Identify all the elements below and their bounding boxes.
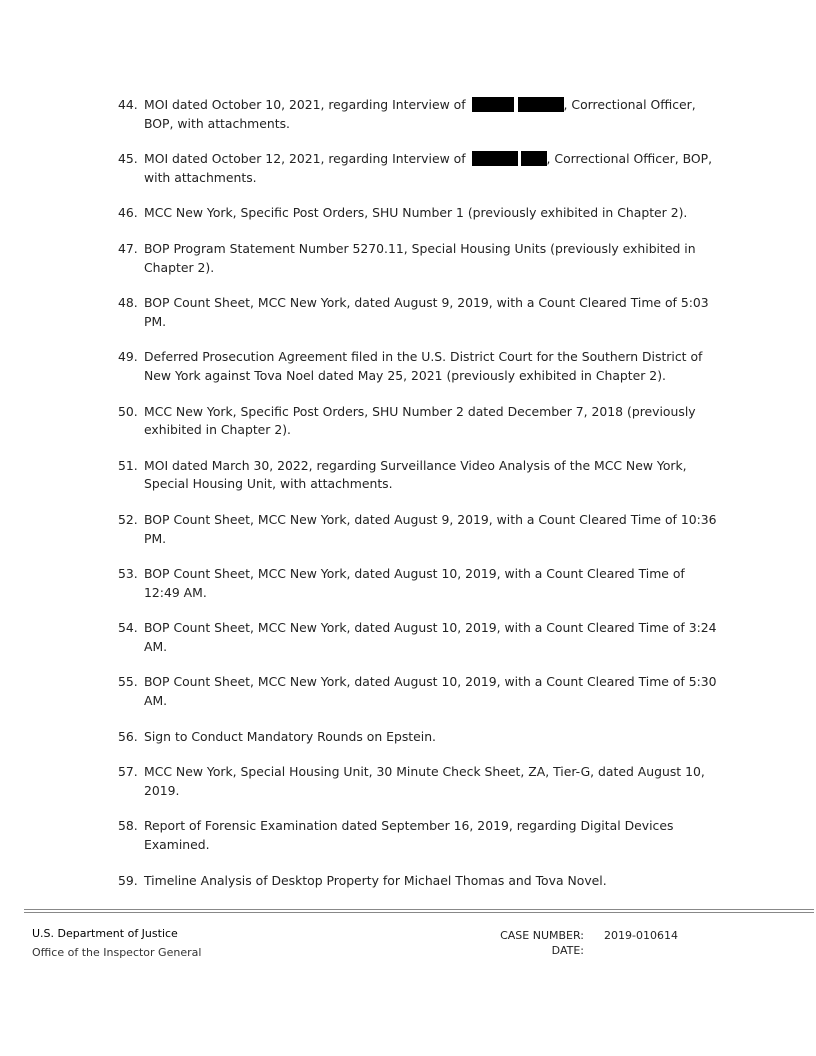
item-number: 52. [118,511,138,527]
item-number: 44. [118,97,138,112]
exhibit-item-48 [118,294,718,331]
item-text-post: , Correctional Officer, BOP, with attachments. [144,151,713,185]
redaction-block [472,151,518,166]
exhibit-item-52 [118,511,718,548]
item-number: 45. [118,151,138,167]
item-text: Report of Forensic Examination dated September 16, 2019, regarding Digital Devices Examined. [144,818,674,853]
exhibit-item-55 [118,673,718,710]
exhibit-item-49 [118,348,718,385]
date-row [490,943,678,958]
item-number: 49. [118,349,138,365]
exhibit-item-56 [118,728,718,747]
item-text-post: , Correctional Officer, BOP, with attachments. [144,97,696,131]
item-text: Timeline Analysis of Desktop Property for Michael Thomas and Tova Novel. [144,872,607,888]
item-number: 57. [118,764,138,780]
item-number: 59. [118,872,138,888]
footer-divider [24,909,814,910]
item-text: MCC New York, Special Housing Unit, 30 Minute Check Sheet, ZA, Tier-G, dated August 10, 2019. [144,764,705,798]
redaction-block [518,97,564,112]
item-text: BOP Count Sheet, MCC New York, dated August 10, 2019, with a Count Cleared Time of 12:49 AM. [144,566,685,600]
exhibit-item-58 [118,817,718,854]
item-number: 48. [118,295,138,311]
item-text-pre: MOI dated October 12, 2021, regarding Interview of [144,151,470,167]
item-number: 56. [118,728,138,744]
item-text-pre: MOI dated October 10, 2021, regarding Interview of [144,97,470,112]
item-text: Sign to Conduct Mandatory Rounds on Epstein. [144,728,436,744]
exhibit-item-57 [118,763,718,800]
item-text: BOP Program Statement Number 5270.11, Special Housing Units (previously exhibited in Chapter 2). [144,240,696,275]
exhibit-item-54 [118,619,718,656]
item-text: MCC New York, Specific Post Orders, SHU Number 1 (previously exhibited in Chapter 2). [144,205,688,221]
case-number-row [490,928,678,943]
exhibit-item-47 [118,240,718,277]
footer-case-info [490,928,678,958]
item-text: BOP Count Sheet, MCC New York, dated August 10, 2019, with a Count Cleared Time of 3:24 AM. [144,620,717,654]
item-text: MOI dated March 30, 2022, regarding Surveillance Video Analysis of the MCC New York, Special Housing Unit, with attachments. [144,457,687,492]
department-name: U.S. Department of Justice [32,927,178,940]
exhibit-item-44 [118,96,718,133]
item-text: BOP Count Sheet, MCC New York, dated August 9, 2019, with a Count Cleared Time of 10:36 PM. [144,511,717,546]
item-text: MCC New York, Specific Post Orders, SHU Number 2 dated December 7, 2018 (previously exhibited in Chapter 2). [144,403,696,438]
date-label: DATE: [551,944,584,957]
case-number-value: 2019-010614 [604,929,678,942]
footer-divider [24,912,814,913]
exhibit-item-59 [118,872,718,891]
item-number: 47. [118,240,138,256]
item-text: BOP Count Sheet, MCC New York, dated August 9, 2019, with a Count Cleared Time of 5:03 PM. [144,295,709,329]
item-number: 46. [118,205,138,221]
redaction-block [521,151,547,166]
item-number: 54. [118,620,138,636]
footer-agency [32,924,201,962]
item-number: 53. [118,566,138,582]
exhibit-list [118,96,718,907]
item-text: Deferred Prosecution Agreement filed in the U.S. District Court for the Southern District of New York against Tova Noel dated May 25, 2021 (previously exhibited in Chapter 2). [144,349,703,383]
item-number: 50. [118,403,138,419]
item-text: BOP Count Sheet, MCC New York, dated August 10, 2019, with a Count Cleared Time of 5:30 AM. [144,674,717,709]
item-number: 58. [118,818,138,834]
item-number: 55. [118,674,138,690]
redaction-block [472,97,514,112]
case-number-label: CASE NUMBER: [500,929,584,942]
item-number: 51. [118,457,138,473]
exhibit-item-46 [118,204,718,223]
exhibit-item-53 [118,565,718,602]
exhibit-item-50 [118,403,718,440]
office-name: Office of the Inspector General [32,946,202,959]
exhibit-item-45 [118,150,718,187]
exhibit-item-51 [118,457,718,494]
